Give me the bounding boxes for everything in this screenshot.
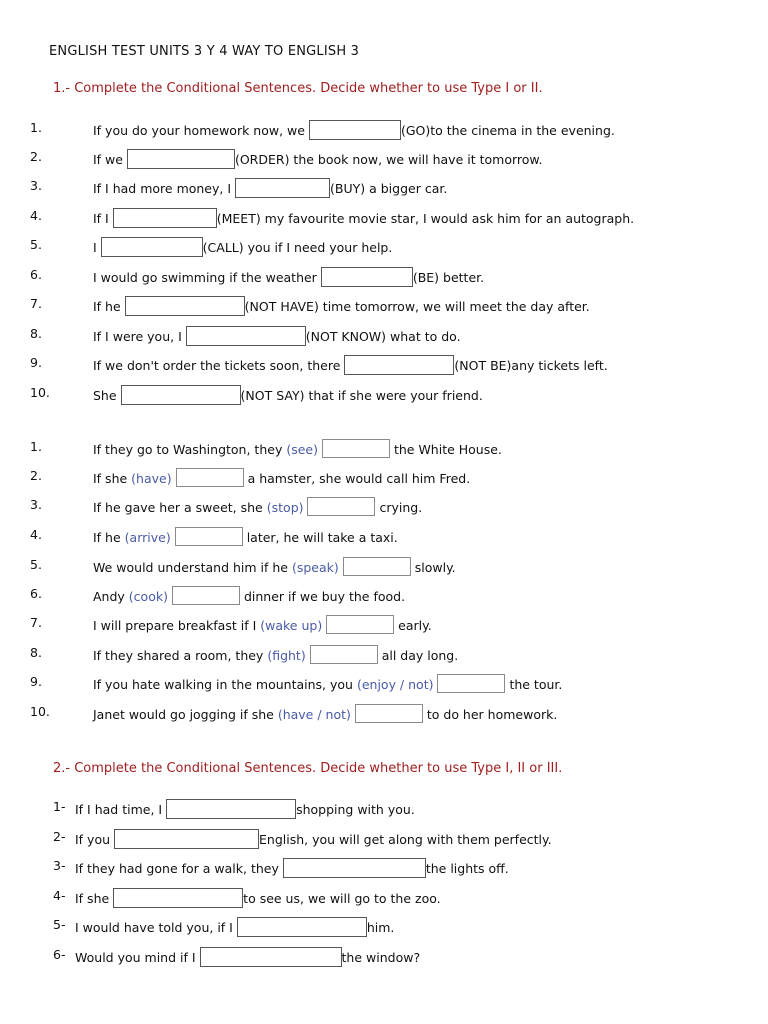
sentence-after: crying. xyxy=(379,500,423,515)
answer-blank[interactable] xyxy=(355,704,423,723)
answer-blank[interactable] xyxy=(343,557,411,576)
answer-blank[interactable] xyxy=(186,326,306,346)
sentence-after: (MEET) my favourite movie star, I would ask him for an autograph. xyxy=(216,211,635,226)
sentence-line xyxy=(93,586,405,605)
sentence-after: the tour. xyxy=(509,677,563,692)
sentence-before: I will prepare breakfast if I xyxy=(93,618,257,633)
sentence-line xyxy=(93,237,392,257)
sentence-line xyxy=(93,468,470,487)
sentence-line xyxy=(93,439,502,458)
item-number: 9. xyxy=(30,674,42,689)
sentence-before: If he gave her a sweet, she xyxy=(93,500,263,515)
sentence-after: the window? xyxy=(341,950,421,965)
sentence-line xyxy=(93,208,634,228)
sentence-before: If they had gone for a walk, they xyxy=(75,861,279,876)
sentence-before: If I had time, I xyxy=(75,802,163,817)
sentence-line xyxy=(93,704,557,723)
answer-blank[interactable] xyxy=(166,799,296,819)
item-number: 4. xyxy=(30,527,42,542)
sentence-line xyxy=(75,858,509,878)
item-number: 6. xyxy=(30,267,42,282)
verb-hint: (stop) xyxy=(266,500,304,515)
answer-blank[interactable] xyxy=(307,497,375,516)
verb-hint: (enjoy / not) xyxy=(356,677,434,692)
answer-blank[interactable] xyxy=(172,586,240,605)
item-number: 5. xyxy=(30,557,42,572)
item-number: 1. xyxy=(30,120,42,135)
sentence-before: If she xyxy=(75,891,110,906)
item-number: 7. xyxy=(30,296,42,311)
sentence-line xyxy=(75,888,441,908)
answer-blank[interactable] xyxy=(283,858,426,878)
sentence-after: slowly. xyxy=(414,560,456,575)
sentence-line xyxy=(93,527,398,546)
item-number: 2. xyxy=(30,149,42,164)
sentence-line xyxy=(93,385,483,405)
item-number: 1. xyxy=(30,439,42,454)
answer-blank[interactable] xyxy=(200,947,342,967)
item-number: 8. xyxy=(30,326,42,341)
answer-blank[interactable] xyxy=(175,527,243,546)
sentence-before: If they go to Washington, they xyxy=(93,442,283,457)
sentence-after: (BE) better. xyxy=(412,270,485,285)
sentence-before: Would you mind if I xyxy=(75,950,196,965)
sentence-after: early. xyxy=(398,618,432,633)
sentence-after: later, he will take a taxi. xyxy=(246,530,398,545)
sentence-after: the lights off. xyxy=(425,861,509,876)
answer-blank[interactable] xyxy=(237,917,367,937)
item-number: 6. xyxy=(30,586,42,601)
sentence-after: (GO)to the cinema in the evening. xyxy=(400,123,615,138)
sentence-line xyxy=(93,326,461,346)
item-number: 7. xyxy=(30,615,42,630)
sentence-after: (NOT KNOW) what to do. xyxy=(305,329,461,344)
sentence-after: all day long. xyxy=(381,648,459,663)
answer-blank[interactable] xyxy=(113,888,243,908)
item-number: 3. xyxy=(30,497,42,512)
sentence-line xyxy=(93,267,484,287)
sentence-before: If you hate walking in the mountains, you xyxy=(93,677,353,692)
item-number: 10. xyxy=(30,704,50,719)
sentence-line xyxy=(93,149,542,169)
sentence-line xyxy=(93,674,562,693)
verb-hint: (fight) xyxy=(267,648,306,663)
item-number: 10. xyxy=(30,385,50,400)
verb-hint: (arrive) xyxy=(124,530,171,545)
sentence-before: We would understand him if he xyxy=(93,560,288,575)
sentence-before: Andy xyxy=(93,589,125,604)
answer-blank[interactable] xyxy=(309,120,401,140)
answer-blank[interactable] xyxy=(101,237,203,257)
verb-hint: (cook) xyxy=(128,589,168,604)
verb-hint: (speak) xyxy=(291,560,339,575)
sentence-after: (CALL) you if I need your help. xyxy=(202,240,393,255)
item-number: 5- xyxy=(53,917,66,932)
section1-heading: 1.- Complete the Conditional Sentences. Decide whether to use Type I or II. xyxy=(53,81,543,96)
sentence-after: to do her homework. xyxy=(426,707,558,722)
sentence-before: I would have told you, if I xyxy=(75,920,233,935)
sentence-before: I would go swimming if the weather xyxy=(93,270,317,285)
sentence-after: (NOT BE)any tickets left. xyxy=(454,358,608,373)
sentence-before: If I xyxy=(93,211,109,226)
sentence-before: If he xyxy=(93,299,121,314)
sentence-line xyxy=(75,947,420,967)
sentence-after: (NOT HAVE) time tomorrow, we will meet the day after. xyxy=(244,299,590,314)
sentence-after: shopping with you. xyxy=(296,802,415,817)
item-number: 3- xyxy=(53,858,66,873)
answer-blank[interactable] xyxy=(176,468,244,487)
sentence-before: If they shared a room, they xyxy=(93,648,264,663)
sentence-after: (BUY) a bigger car. xyxy=(330,181,448,196)
answer-blank[interactable] xyxy=(322,439,390,458)
sentence-after: (ORDER) the book now, we will have it tomorrow. xyxy=(234,152,543,167)
sentence-before: If I had more money, I xyxy=(93,181,232,196)
answer-blank[interactable] xyxy=(326,615,394,634)
section2-heading: 2.- Complete the Conditional Sentences. Decide whether to use Type I, II or III. xyxy=(53,761,563,776)
answer-blank[interactable] xyxy=(235,178,330,198)
sentence-after: (NOT SAY) that if she were your friend. xyxy=(240,388,483,403)
answer-blank[interactable] xyxy=(437,674,505,693)
sentence-after: English, you will get along with them perfectly. xyxy=(259,832,552,847)
sentence-before: If you xyxy=(75,832,111,847)
sentence-line xyxy=(93,615,432,634)
sentence-before: If I were you, I xyxy=(93,329,182,344)
sentence-before: Janet would go jogging if she xyxy=(93,707,274,722)
verb-hint: (have / not) xyxy=(277,707,351,722)
item-number: 5. xyxy=(30,237,42,252)
sentence-after: the White House. xyxy=(393,442,502,457)
sentence-line xyxy=(93,645,458,664)
sentence-before: If she xyxy=(93,471,128,486)
answer-blank[interactable] xyxy=(321,267,413,287)
sentence-after: him. xyxy=(366,920,395,935)
sentence-before: She xyxy=(93,388,117,403)
item-number: 3. xyxy=(30,178,42,193)
sentence-after: to see us, we will go to the zoo. xyxy=(243,891,441,906)
verb-hint: (see) xyxy=(286,442,318,457)
sentence-before: If he xyxy=(93,530,121,545)
sentence-before: If we xyxy=(93,152,123,167)
sentence-line xyxy=(93,296,590,316)
verb-hint: (have) xyxy=(131,471,172,486)
answer-blank[interactable] xyxy=(310,645,378,664)
item-number: 8. xyxy=(30,645,42,660)
sentence-line xyxy=(75,917,394,937)
sentence-line xyxy=(93,497,422,516)
sentence-before: I xyxy=(93,240,97,255)
answer-blank[interactable] xyxy=(114,829,259,849)
item-number: 2- xyxy=(53,829,66,844)
answer-blank[interactable] xyxy=(344,355,454,375)
answer-blank[interactable] xyxy=(125,296,245,316)
item-number: 9. xyxy=(30,355,42,370)
sentence-line xyxy=(93,120,615,140)
item-number: 1- xyxy=(53,799,66,814)
sentence-line xyxy=(93,178,447,198)
answer-blank[interactable] xyxy=(127,149,235,169)
sentence-line xyxy=(93,557,456,576)
sentence-after: a hamster, she would call him Fred. xyxy=(247,471,471,486)
sentence-line xyxy=(93,355,608,375)
item-number: 2. xyxy=(30,468,42,483)
sentence-after: dinner if we buy the food. xyxy=(243,589,406,604)
sentence-before: If we don't order the tickets soon, there xyxy=(93,358,341,373)
item-number: 4- xyxy=(53,888,66,903)
item-number: 4. xyxy=(30,208,42,223)
page-title: ENGLISH TEST UNITS 3 Y 4 WAY TO ENGLISH 3 xyxy=(49,44,360,59)
sentence-line xyxy=(75,799,415,819)
answer-blank[interactable] xyxy=(121,385,241,405)
item-number: 6- xyxy=(53,947,66,962)
verb-hint: (wake up) xyxy=(260,618,323,633)
sentence-line xyxy=(75,829,552,849)
sentence-before: If you do your homework now, we xyxy=(93,123,305,138)
answer-blank[interactable] xyxy=(113,208,217,228)
